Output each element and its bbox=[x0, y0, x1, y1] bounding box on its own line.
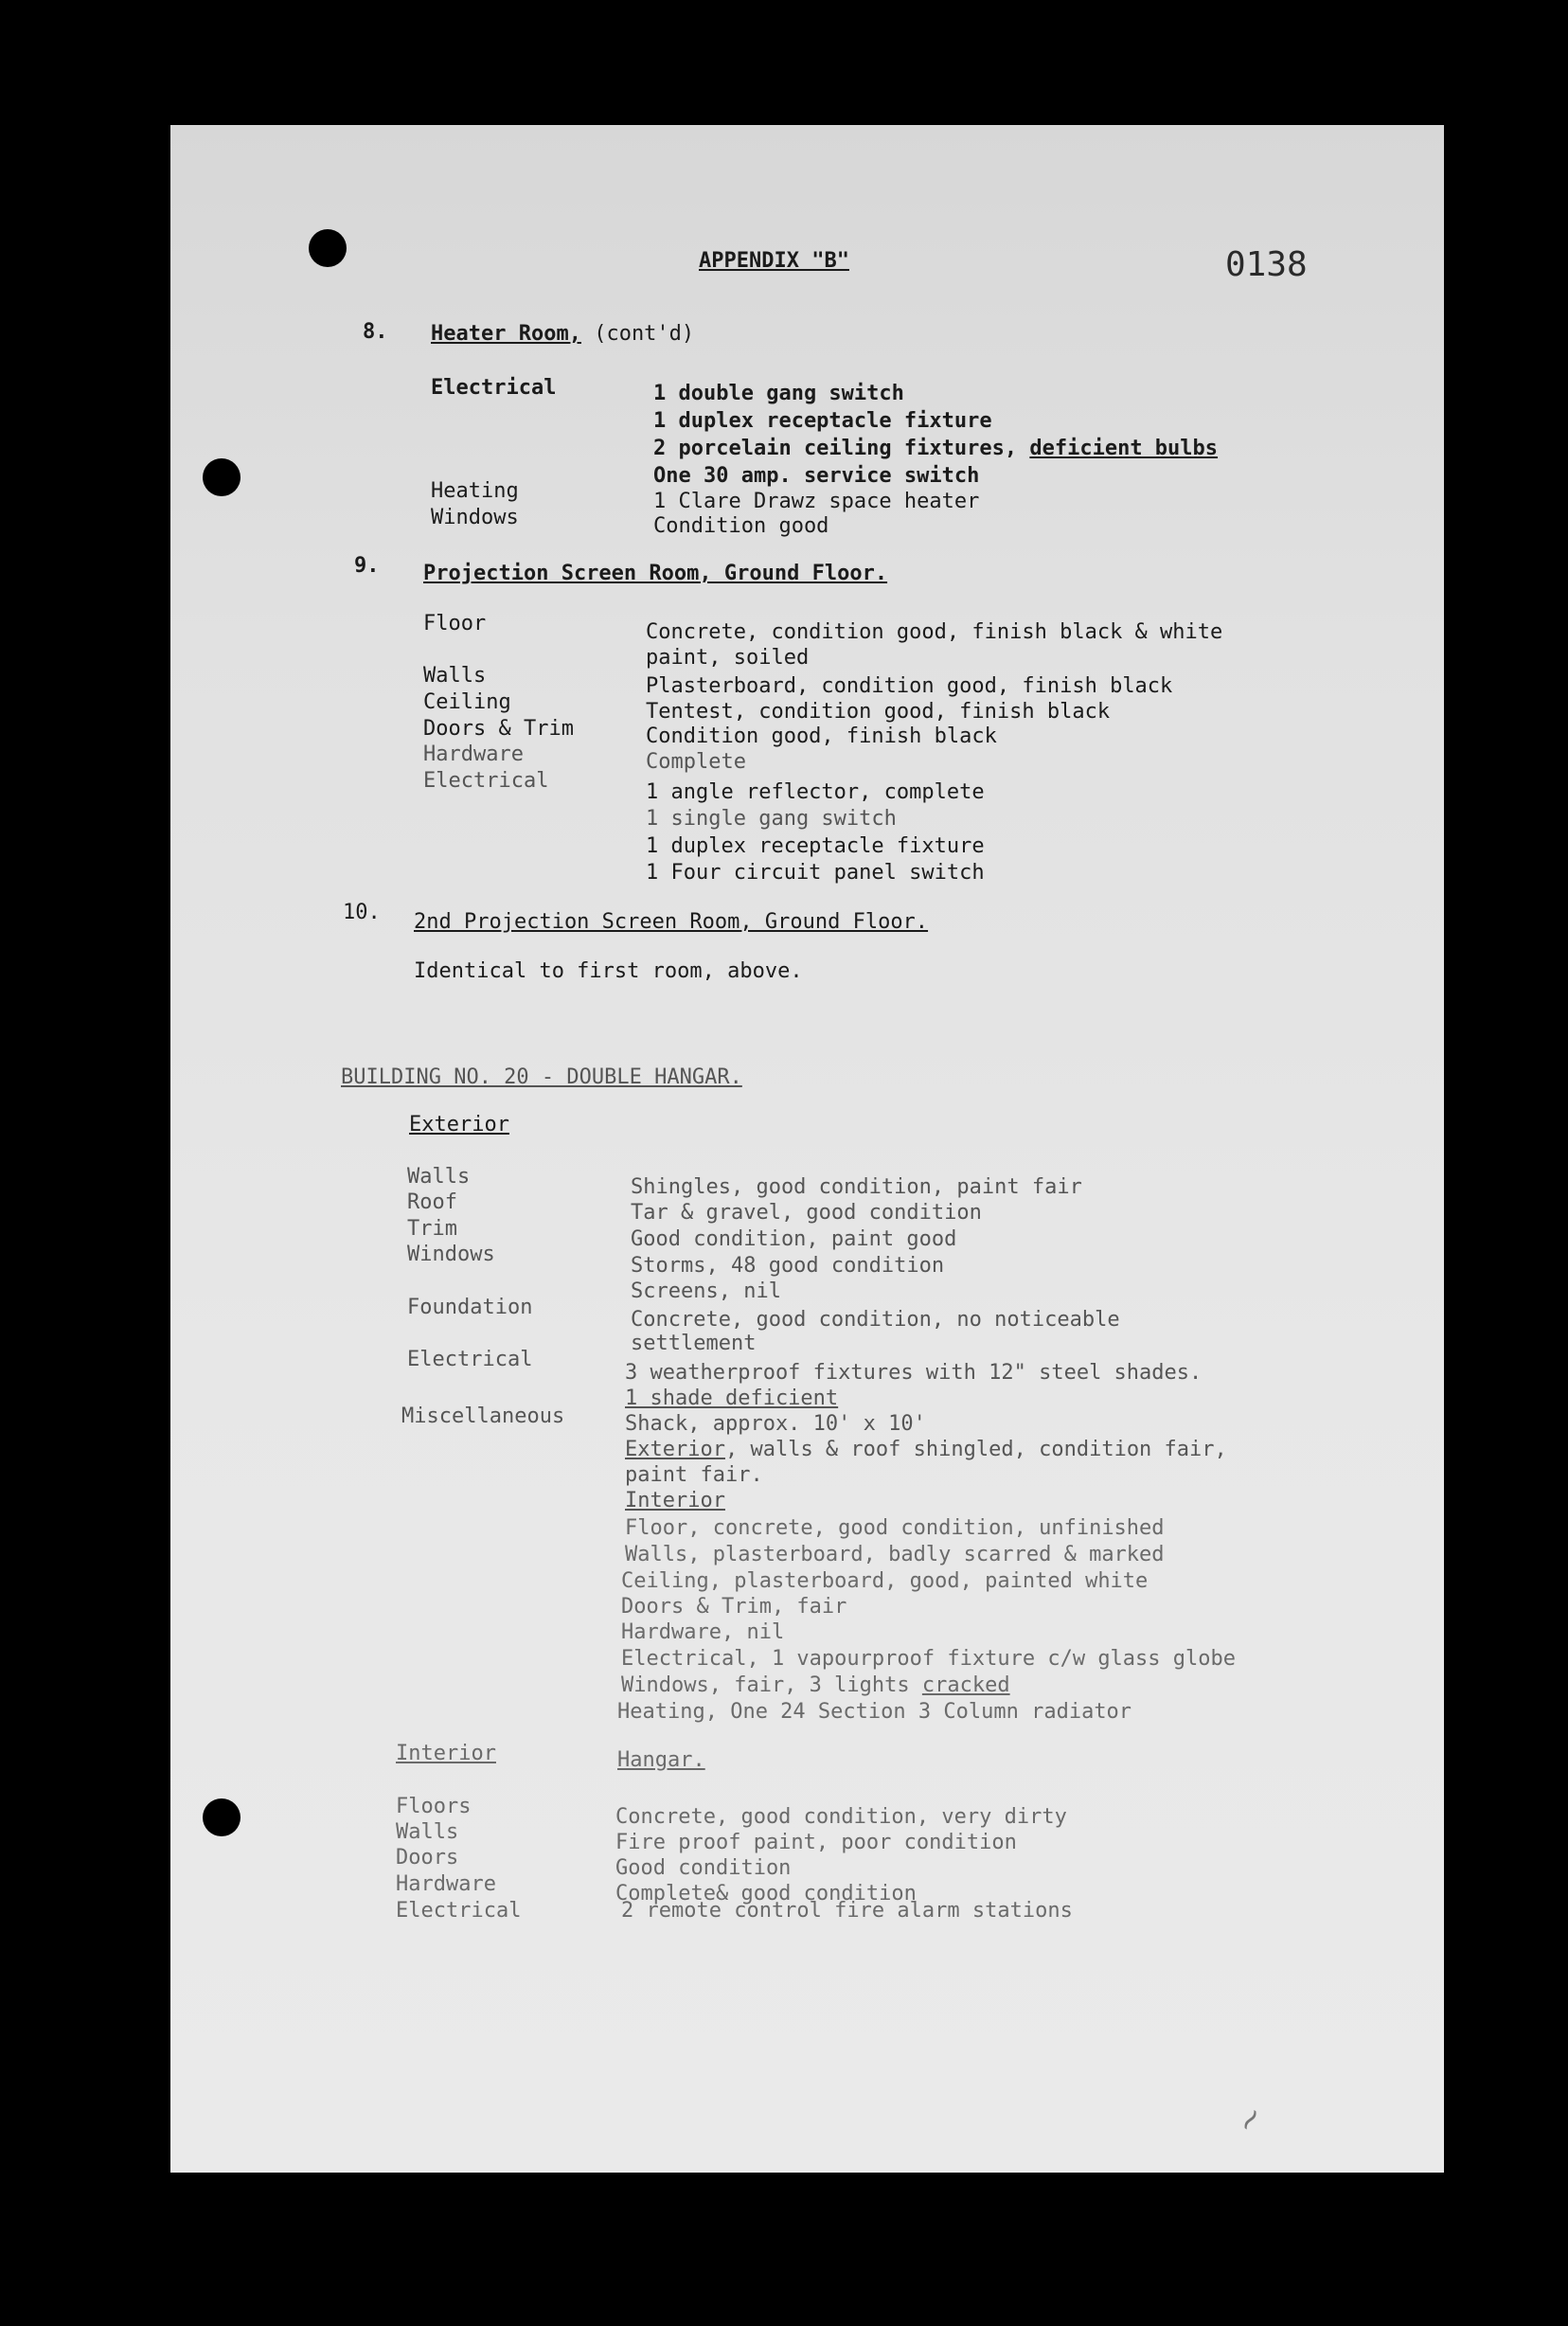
row-label: Hardware bbox=[396, 1872, 496, 1896]
punch-hole bbox=[203, 458, 241, 496]
page-number: 0138 bbox=[1225, 245, 1308, 284]
row-value: Good condition bbox=[615, 1856, 792, 1880]
row-label: Walls bbox=[423, 664, 487, 688]
row-value: 1 duplex receptacle fixture bbox=[646, 834, 985, 858]
misc-interior-line: Floor, concrete, good condition, unfinished bbox=[625, 1516, 1165, 1540]
misc-interior-line: Electrical, 1 vapourproof fixture c/w glass globe bbox=[621, 1647, 1237, 1671]
misc-interior-line: Doors & Trim, fair bbox=[621, 1595, 847, 1619]
building-title: BUILDING NO. 20 - DOUBLE HANGAR. bbox=[341, 1065, 742, 1089]
row-value: 1 single gang switch bbox=[646, 807, 897, 831]
row-label: Roof bbox=[407, 1190, 457, 1214]
misc-heating: Heating, One 24 Section 3 Column radiator bbox=[617, 1700, 1132, 1724]
misc-interior-line: Walls, plasterboard, badly scarred & marked bbox=[625, 1543, 1165, 1566]
row-value: Condition good bbox=[653, 514, 829, 538]
row-value: 1 angle reflector, complete bbox=[646, 780, 985, 804]
misc-exterior-cont: paint fair. bbox=[625, 1463, 763, 1487]
row-value: Shingles, good condition, paint fair bbox=[631, 1175, 1082, 1199]
row-value: 1 double gang switch bbox=[653, 382, 904, 405]
misc-windows: Windows, fair, 3 lights cracked bbox=[621, 1673, 1010, 1697]
hangar-heading: Hangar. bbox=[617, 1748, 705, 1772]
row-label: Ceiling bbox=[423, 690, 511, 714]
row-value: 1 shade deficient bbox=[625, 1387, 839, 1410]
row-value: paint, soiled bbox=[646, 646, 810, 670]
section-number: 8. bbox=[363, 320, 388, 344]
row-value: Plasterboard, condition good, finish black bbox=[646, 674, 1173, 698]
row-value: 1 Clare Drawz space heater bbox=[653, 490, 980, 513]
row-label: Hardware bbox=[423, 743, 524, 766]
row-value: Concrete, good condition, very dirty bbox=[615, 1805, 1067, 1829]
section-heading: 2nd Projection Screen Room, Ground Floor. bbox=[414, 910, 929, 934]
punch-hole bbox=[309, 229, 347, 267]
row-label: Doors & Trim bbox=[423, 717, 574, 741]
section-heading: Heater Room, (cont'd) bbox=[431, 322, 695, 346]
page-title: APPENDIX "B" bbox=[699, 249, 849, 273]
row-label: Electrical bbox=[423, 769, 549, 793]
row-value: Complete& good condition bbox=[615, 1882, 917, 1906]
row-value: 3 weatherproof fixtures with 12" steel shades. bbox=[625, 1361, 1203, 1385]
interior-heading: Interior bbox=[396, 1742, 496, 1765]
row-label: Windows bbox=[407, 1243, 495, 1266]
row-label: Electrical bbox=[407, 1348, 533, 1371]
misc-interior-line: Ceiling, plasterboard, good, painted white bbox=[621, 1569, 1149, 1593]
row-label: Walls bbox=[396, 1820, 459, 1844]
row-value: One 30 amp. service switch bbox=[653, 464, 980, 488]
row-label: Electrical bbox=[396, 1899, 522, 1923]
row-value: Fire proof paint, poor condition bbox=[615, 1831, 1017, 1854]
row-label: Doors bbox=[396, 1846, 459, 1870]
section-heading: Projection Screen Room, Ground Floor. bbox=[423, 562, 888, 585]
section-note: Identical to first room, above. bbox=[414, 959, 803, 983]
row-value: 2 porcelain ceiling fixtures, deficient bulbs bbox=[653, 437, 1219, 460]
row-label: Floors bbox=[396, 1795, 472, 1818]
handwritten-initials: ~ bbox=[1226, 2097, 1274, 2142]
row-value: Tar & gravel, good condition bbox=[631, 1201, 982, 1225]
row-value: Condition good, finish black bbox=[646, 725, 997, 748]
section-number: 10. bbox=[343, 901, 381, 924]
row-value: Complete bbox=[646, 750, 746, 774]
row-label: Windows bbox=[431, 506, 519, 529]
row-value: Shack, approx. 10' x 10' bbox=[625, 1412, 926, 1436]
row-value: Screens, nil bbox=[631, 1279, 781, 1303]
row-value: Storms, 48 good condition bbox=[631, 1254, 945, 1278]
punch-hole bbox=[203, 1798, 241, 1836]
misc-interior-heading: Interior bbox=[625, 1489, 725, 1512]
row-value: Concrete, condition good, finish black & white bbox=[646, 620, 1223, 644]
row-value: Tentest, condition good, finish black bbox=[646, 700, 1111, 724]
row-label: Trim bbox=[407, 1217, 457, 1241]
row-label: Miscellaneous bbox=[401, 1405, 565, 1428]
row-label: Floor bbox=[423, 612, 487, 635]
row-label: Electrical bbox=[431, 376, 557, 400]
row-value: Concrete, good condition, no noticeable bbox=[631, 1308, 1120, 1332]
row-value: Good condition, paint good bbox=[631, 1227, 957, 1251]
row-label: Heating bbox=[431, 479, 519, 503]
row-value: 2 remote control fire alarm stations bbox=[621, 1899, 1073, 1923]
row-value: 1 duplex receptacle fixture bbox=[653, 409, 992, 433]
row-value: settlement bbox=[631, 1332, 757, 1355]
row-value: 1 Four circuit panel switch bbox=[646, 861, 985, 885]
row-label: Walls bbox=[407, 1165, 471, 1189]
exterior-heading: Exterior bbox=[409, 1113, 509, 1136]
row-label: Foundation bbox=[407, 1296, 533, 1319]
section-number: 9. bbox=[354, 554, 380, 578]
misc-exterior: Exterior, walls & roof shingled, condition fair, bbox=[625, 1438, 1227, 1461]
misc-interior-line: Hardware, nil bbox=[621, 1620, 785, 1644]
